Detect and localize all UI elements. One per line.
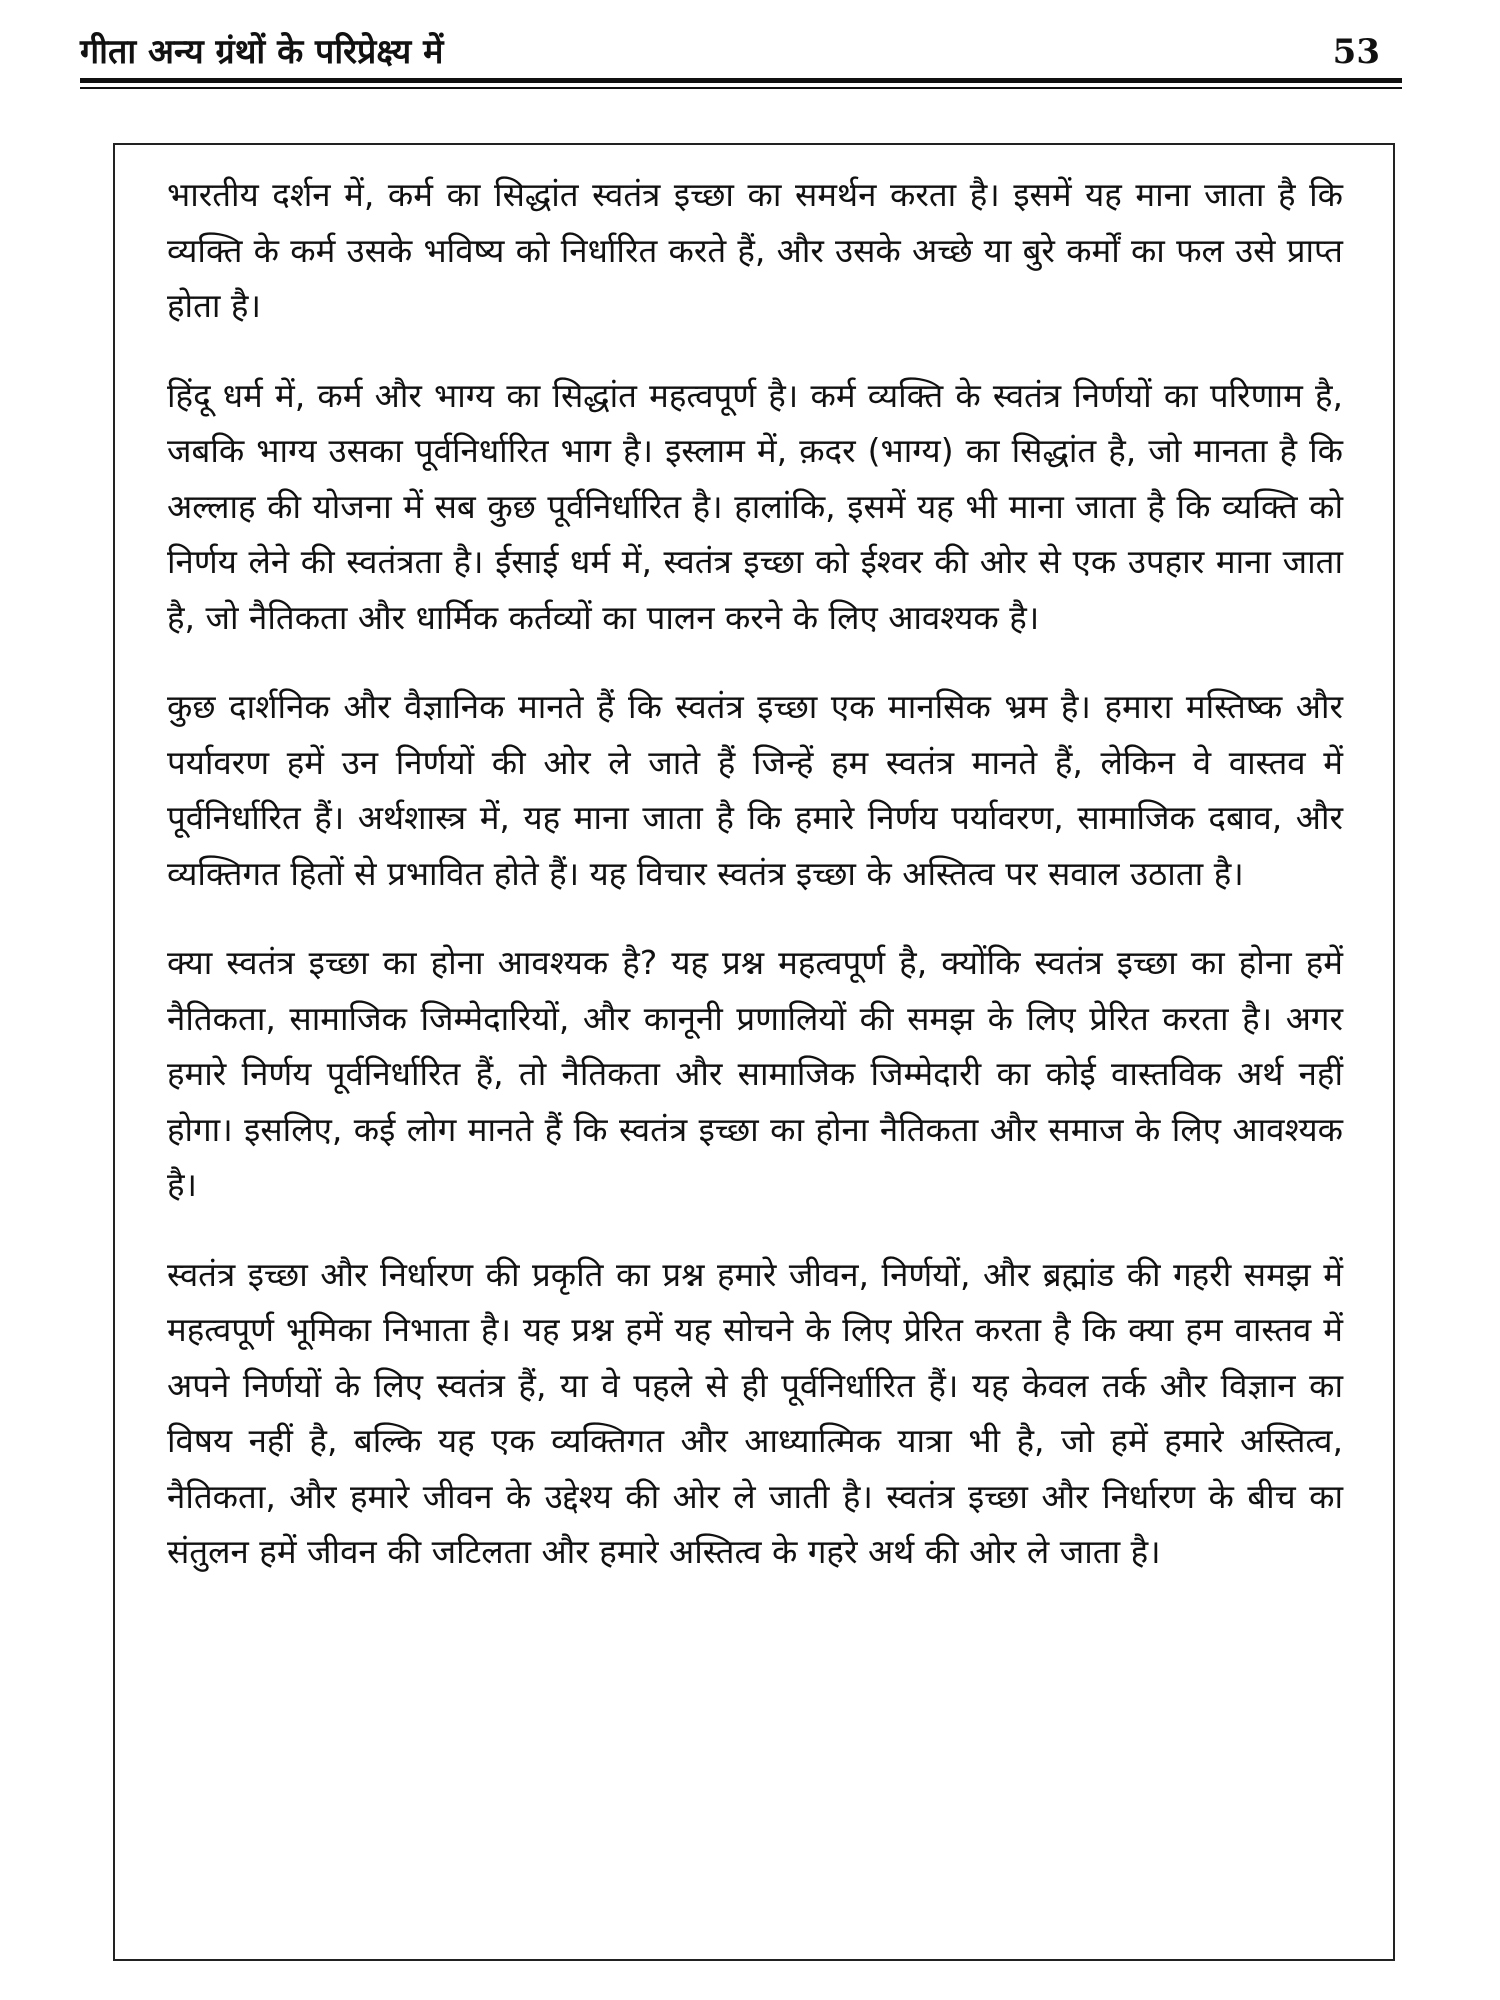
header-rule-thin bbox=[80, 87, 1402, 89]
paragraph-2: हिंदू धर्म में, कर्म और भाग्य का सिद्धांत महत्वपूर्ण है। कर्म व्यक्ति के स्वतंत्र निर्णयों का परिणाम है, जबकि भाग्य उसका पूर्वनिर्धारित भाग है। इस्लाम में, क़दर (भाग्य) का सिद्धांत है, जो मानता है कि अल्लाह की योजना में सब कुछ पूर्वनिर्धारित है। हालांकि, इसमें यह भी माना जाता है कि व्यक्ति को निर्णय लेने की स्वतंत्रता है। ईसाई धर्म में, स्वतंत्र इच्छा को ईश्वर की ओर से एक उपहार माना जाता है, जो नैतिकता और धार्मिक कर्तव्यों का पालन करने के लिए आवश्यक है। bbox=[167, 375, 1343, 637]
page-number: 53 bbox=[1332, 32, 1380, 72]
running-title: गीता अन्य ग्रंथों के परिप्रेक्ष्य में bbox=[80, 32, 444, 72]
paragraph-4: क्या स्वतंत्र इच्छा का होना आवश्यक है? यह प्रश्न महत्वपूर्ण है, क्योंकि स्वतंत्र इच्छा का होना हमें नैतिकता, सामाजिक जिम्मेदारियों, और कानूनी प्रणालियों की समझ के लिए प्रेरित करता है। अगर हमारे निर्णय पूर्वनिर्धारित हैं, तो नैतिकता और सामाजिक जिम्मेदारी का कोई वास्तविक अर्थ नहीं होगा। इसलिए, कई लोग मानते हैं कि स्वतंत्र इच्छा का होना नैतिकता और समाज के लिए आवश्यक है। bbox=[167, 943, 1343, 1204]
bordered-text-box bbox=[113, 143, 1395, 1961]
paragraph-5: स्वतंत्र इच्छा और निर्धारण की प्रकृति का प्रश्न हमारे जीवन, निर्णयों, और ब्रह्मांड की गहरी समझ में महत्वपूर्ण भूमिका निभाता है। यह प्रश्न हमें यह सोचने के लिए प्रेरित करता है कि क्या हम वास्तव में अपने निर्णयों के लिए स्वतंत्र हैं, या वे पहले से ही पूर्वनिर्धारित हैं। यह केवल तर्क और विज्ञान का विषय नहीं है, बल्कि यह एक व्यक्तिगत और आध्यात्मिक यात्रा भी है, जो हमें हमारे अस्तित्व, नैतिकता, और हमारे जीवन के उद्देश्य की ओर ले जाती है। स्वतंत्र इच्छा और निर्धारण के बीच का संतुलन हमें जीवन की जटिलता और हमारे अस्तित्व के गहरे अर्थ की ओर ले जाता है। bbox=[167, 1254, 1343, 1571]
header-rule-thick bbox=[80, 78, 1402, 83]
paragraph-3: कुछ दार्शनिक और वैज्ञानिक मानते हैं कि स्वतंत्र इच्छा एक मानसिक भ्रम है। हमारा मस्तिष्क और पर्यावरण हमें उन निर्णयों की ओर ले जाते हैं जिन्हें हम स्वतंत्र मानते हैं, लेकिन वे वास्तव में पूर्वनिर्धारित हैं। अर्थशास्त्र में, यह माना जाता है कि हमारे निर्णय पर्यावरण, सामाजिक दबाव, और व्यक्तिगत हितों से प्रभावित होते हैं। यह विचार स्वतंत्र इच्छा के अस्तित्व पर सवाल उठाता है। bbox=[167, 687, 1343, 893]
paragraph-1: भारतीय दर्शन में, कर्म का सिद्धांत स्वतंत्र इच्छा का समर्थन करता है। इसमें यह माना जाता है कि व्यक्ति के कर्म उसके भविष्य को निर्धारित करते हैं, और उसके अच्छे या बुरे कर्मों का फल उसे प्राप्त होता है। bbox=[167, 175, 1343, 325]
